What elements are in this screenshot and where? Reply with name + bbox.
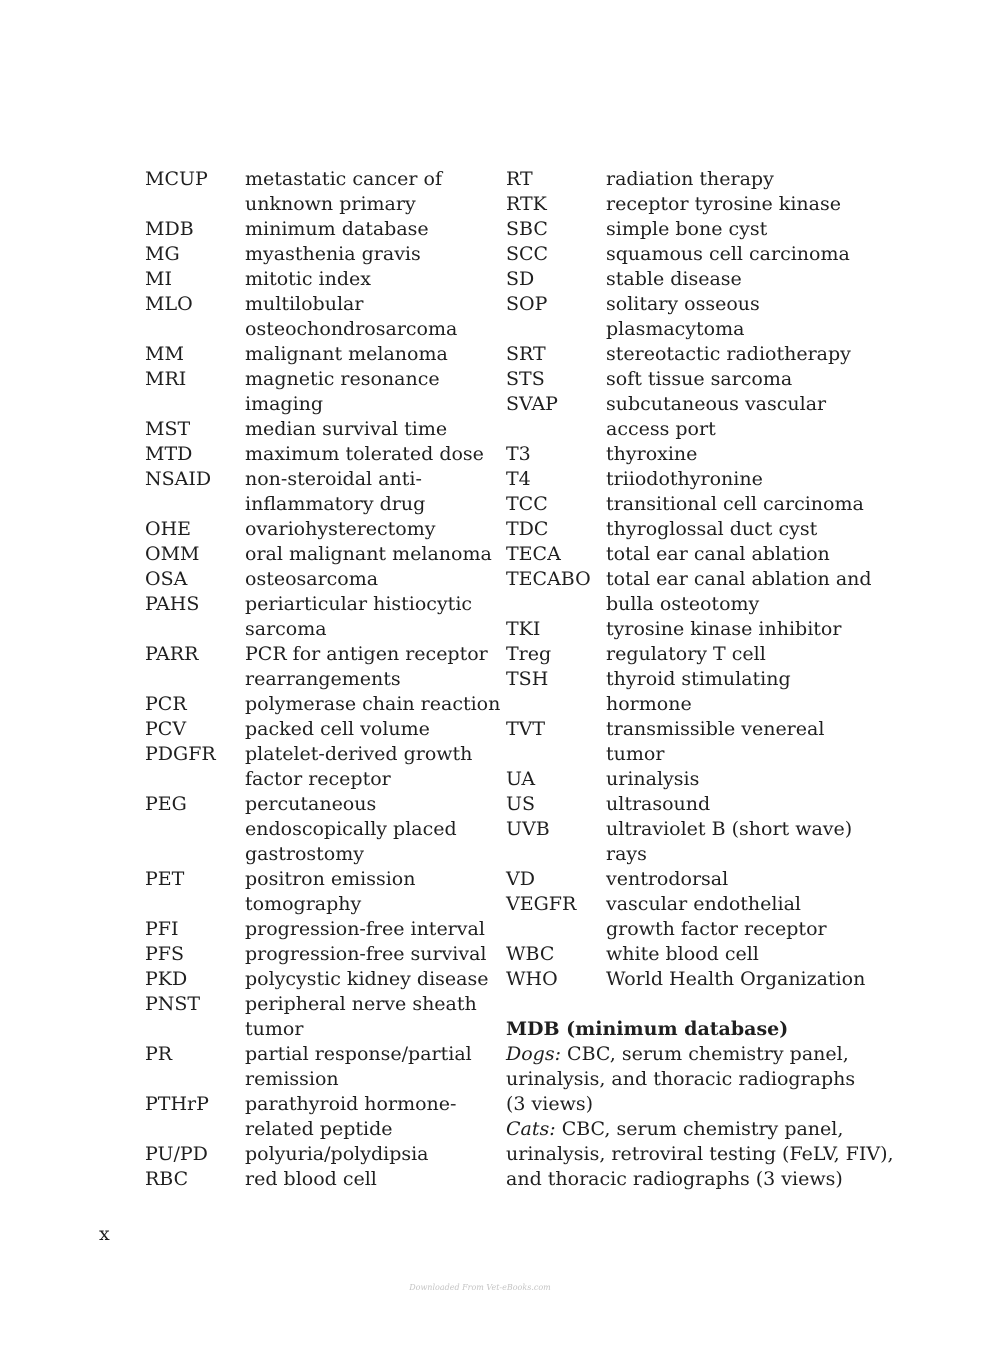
definition-line: polyuria/polydipsia [245, 1143, 429, 1165]
definition-line: access port [606, 418, 716, 440]
abbreviation-entry [145, 692, 501, 717]
abbreviation-entry [506, 792, 856, 817]
abbreviation-definition [245, 717, 485, 742]
abbreviation-entry [506, 717, 856, 767]
abbreviation-term: SCC [506, 243, 549, 265]
abbreviation-definition [245, 792, 485, 867]
abbreviation-definition [245, 292, 485, 342]
abbreviation-entry [506, 342, 856, 367]
abbreviation-term: TSH [506, 668, 549, 690]
definition-line: mitotic index [245, 268, 371, 290]
abbreviation-entry [506, 542, 856, 567]
definition-line: triiodothyronine [606, 468, 763, 490]
abbreviation-definition [606, 767, 856, 792]
abbreviation-term: MDB [145, 218, 194, 240]
abbreviation-term: TCC [506, 493, 548, 515]
abbreviations-left-column [145, 167, 501, 1192]
abbreviation-entry [506, 817, 856, 867]
abbreviation-term: UVB [506, 818, 550, 840]
abbreviation-term: Treg [506, 643, 552, 665]
mdb-note [506, 1017, 894, 1192]
mdb-cats-line-1 [506, 1117, 856, 1142]
mdb-dogs-line-2: urinalysis, and thoracic radiographs [506, 1068, 856, 1090]
abbreviation-definition [606, 542, 856, 567]
abbreviation-term: RBC [145, 1168, 189, 1190]
abbreviation-entry [145, 517, 485, 542]
abbreviation-definition [245, 1092, 485, 1142]
abbreviation-entry [145, 292, 485, 342]
abbreviation-definition [606, 167, 856, 192]
abbreviation-entry [145, 167, 485, 217]
mdb-heading: MDB (minimum database) [506, 1018, 789, 1040]
definition-line: subcutaneous vascular [606, 393, 827, 415]
definition-line: metastatic cancer of [245, 168, 443, 190]
abbreviation-definition [606, 267, 856, 292]
abbreviation-term: OHE [145, 518, 192, 540]
abbreviation-definition [245, 367, 485, 417]
abbreviation-entry [506, 892, 856, 942]
abbreviation-definition [245, 917, 485, 942]
definition-line: remission [245, 1068, 339, 1090]
definition-line: vascular endothelial [606, 893, 801, 915]
definition-line: malignant melanoma [245, 343, 448, 365]
abbreviation-term: PR [145, 1043, 173, 1065]
abbreviation-entry [145, 717, 485, 742]
abbreviation-entry [145, 942, 485, 967]
abbreviation-entry [145, 1167, 485, 1192]
footer-watermark: Downloaded From Vet-eBooks.com [409, 1283, 551, 1292]
abbreviation-entry [145, 417, 485, 442]
abbreviation-definition [606, 642, 856, 667]
abbreviation-term: MM [145, 343, 184, 365]
abbreviation-term: WBC [506, 943, 555, 965]
definition-line: median survival time [245, 418, 448, 440]
definition-line: partial response/partial [245, 1043, 472, 1065]
definition-line: total ear canal ablation and [606, 568, 872, 590]
abbreviation-entry [145, 967, 489, 992]
abbreviation-term: RTK [506, 193, 547, 215]
abbreviation-term: PCV [145, 718, 187, 740]
mdb-cats-label: Cats: [506, 1118, 556, 1140]
abbreviation-definition [606, 717, 856, 767]
abbreviation-term: PU/PD [145, 1143, 208, 1165]
definition-line: parathyroid hormone- [245, 1093, 457, 1115]
definition-line: magnetic resonance [245, 368, 440, 390]
abbreviation-entry [145, 792, 485, 867]
mdb-dogs-line-1 [506, 1042, 856, 1067]
abbreviation-definition [245, 942, 487, 967]
definition-line: tyrosine kinase inhibitor [606, 618, 842, 640]
abbreviation-term: PCR [145, 693, 187, 715]
abbreviation-definition [245, 867, 485, 917]
definition-line: non-steroidal anti- [245, 468, 422, 490]
abbreviation-entry [506, 192, 856, 217]
definition-line: myasthenia gravis [245, 243, 421, 265]
abbreviation-definition [606, 517, 856, 542]
abbreviation-definition [606, 892, 856, 942]
definition-line: solitary osseous [606, 293, 760, 315]
definition-line: total ear canal ablation [606, 543, 830, 565]
definition-line: polymerase chain reaction [245, 693, 501, 715]
abbreviation-entry [506, 617, 856, 642]
abbreviation-entry [145, 242, 485, 267]
abbreviation-term: PFI [145, 918, 179, 940]
abbreviations-right-column [506, 167, 894, 1192]
abbreviation-entry [506, 442, 856, 467]
abbreviation-term: US [506, 793, 536, 815]
definition-line: minimum database [245, 218, 429, 240]
mdb-cats-line-2: urinalysis, retroviral testing (FeLV, FIV), [506, 1143, 894, 1165]
abbreviation-term: SOP [506, 293, 548, 315]
abbreviation-term: WHO [506, 968, 558, 990]
page-number: x [99, 1223, 110, 1245]
abbreviation-entry [506, 292, 856, 342]
abbreviation-definition [245, 217, 485, 242]
definition-line: squamous cell carcinoma [606, 243, 850, 265]
mdb-cats-line-3: and thoracic radiographs (3 views) [506, 1168, 843, 1190]
definition-line: tumor [245, 1018, 304, 1040]
abbreviation-term: STS [506, 368, 545, 390]
abbreviation-term: MTD [145, 443, 193, 465]
abbreviation-term: T3 [506, 443, 531, 465]
abbreviation-entry [506, 967, 866, 992]
abbreviation-term: PKD [145, 968, 188, 990]
abbreviation-definition [606, 792, 856, 817]
abbreviation-term: OMM [145, 543, 200, 565]
abbreviation-term: MLO [145, 293, 193, 315]
abbreviation-entry [506, 217, 856, 242]
abbreviation-entry [506, 567, 872, 617]
abbreviation-entry [506, 492, 864, 517]
abbreviation-term: SBC [506, 218, 548, 240]
abbreviation-entry [145, 367, 485, 417]
abbreviation-entry [145, 992, 485, 1042]
mdb-cats-text: CBC, serum chemistry panel, [555, 1118, 844, 1140]
definition-line: tomography [245, 893, 362, 915]
definition-line: inflammatory drug [245, 493, 426, 515]
definition-line: thyroid stimulating [606, 668, 791, 690]
abbreviation-entry [506, 242, 856, 267]
definition-line: endoscopically placed [245, 818, 457, 840]
abbreviation-entry [506, 392, 856, 442]
definition-line: ultrasound [606, 793, 711, 815]
abbreviation-entry [506, 767, 856, 792]
abbreviation-term: PET [145, 868, 185, 890]
abbreviation-entry [145, 1042, 485, 1092]
definition-line: maximum tolerated dose [245, 443, 484, 465]
abbreviation-entry [145, 467, 485, 517]
definition-line: periarticular histiocytic [245, 593, 473, 615]
abbreviation-entry [506, 667, 856, 717]
abbreviation-term: UA [506, 768, 536, 790]
abbreviation-term: TECABO [506, 568, 591, 590]
definition-line: rays [606, 843, 647, 865]
abbreviation-definition [245, 1042, 485, 1092]
definition-line: plasmacytoma [606, 318, 745, 340]
definition-line: osteosarcoma [245, 568, 379, 590]
definition-line: growth factor receptor [606, 918, 827, 940]
abbreviation-definition [606, 392, 856, 442]
definition-line: transmissible venereal [606, 718, 825, 740]
definition-line: ovariohysterectomy [245, 518, 436, 540]
definition-line: hormone [606, 693, 692, 715]
abbreviation-definition [245, 592, 485, 642]
definition-line: World Health Organization [606, 968, 866, 990]
abbreviation-definition [245, 1142, 485, 1167]
definition-line: unknown primary [245, 193, 416, 215]
abbreviation-definition [245, 342, 485, 367]
definition-line: white blood cell [606, 943, 759, 965]
definition-line: receptor tyrosine kinase [606, 193, 841, 215]
definition-line: oral malignant melanoma [245, 543, 492, 565]
abbreviation-term: PFS [145, 943, 184, 965]
definition-line: peripheral nerve sheath [245, 993, 477, 1015]
definition-line: PCR for antigen receptor [245, 643, 488, 665]
abbreviation-definition [245, 467, 485, 517]
definition-line: polycystic kidney disease [245, 968, 489, 990]
abbreviation-definition [606, 867, 856, 892]
abbreviation-entry [145, 567, 485, 592]
definition-line: simple bone cyst [606, 218, 768, 240]
mdb-dogs-label: Dogs: [506, 1043, 561, 1065]
abbreviation-entry [145, 917, 485, 942]
abbreviation-definition [606, 617, 856, 642]
abbreviation-term: PDGFR [145, 743, 216, 765]
abbreviation-term: OSA [145, 568, 188, 590]
abbreviation-term: MRI [145, 368, 187, 390]
definition-line: progression-free survival [245, 943, 487, 965]
abbreviation-definition [245, 1167, 485, 1192]
abbreviation-definition [606, 817, 856, 867]
abbreviation-entry [145, 592, 485, 642]
abbreviation-term: TVT [506, 718, 546, 740]
abbreviation-term: T4 [506, 468, 531, 490]
abbreviation-term: NSAID [145, 468, 212, 490]
definition-line: sarcoma [245, 618, 327, 640]
abbreviation-entry [506, 267, 856, 292]
definition-line: soft tissue sarcoma [606, 368, 793, 390]
abbreviation-term: PEG [145, 793, 187, 815]
abbreviation-term: TDC [506, 518, 549, 540]
definition-line: stable disease [606, 268, 742, 290]
definition-line: imaging [245, 393, 324, 415]
abbreviation-entry [506, 867, 856, 892]
definition-line: thyroxine [606, 443, 698, 465]
abbreviation-term: PAHS [145, 593, 200, 615]
abbreviation-definition [606, 667, 856, 717]
abbreviation-definition [606, 442, 856, 467]
abbreviation-term: MST [145, 418, 191, 440]
abbreviation-entry [506, 517, 856, 542]
definition-line: tumor [606, 743, 665, 765]
definition-line: positron emission [245, 868, 416, 890]
abbreviation-definition [245, 517, 485, 542]
abbreviation-definition [245, 242, 485, 267]
abbreviation-term: SRT [506, 343, 546, 365]
abbreviation-definition [606, 242, 856, 267]
abbreviation-definition [245, 167, 485, 217]
abbreviation-term: SD [506, 268, 535, 290]
abbreviation-definition [245, 567, 485, 592]
abbreviation-entry [506, 642, 856, 667]
definition-line: stereotactic radiotherapy [606, 343, 851, 365]
definition-line: ultraviolet B (short wave) [606, 818, 853, 840]
abbreviation-definition [606, 367, 856, 392]
abbreviation-entry [506, 942, 856, 967]
abbreviation-term: PARR [145, 643, 199, 665]
definition-line: rearrangements [245, 668, 401, 690]
definition-line: ventrodorsal [606, 868, 729, 890]
abbreviation-definition [245, 417, 485, 442]
definition-line: related peptide [245, 1118, 393, 1140]
abbreviation-definition [606, 192, 856, 217]
definition-line: packed cell volume [245, 718, 430, 740]
mdb-dogs-text: CBC, serum chemistry panel, [561, 1043, 849, 1065]
definition-line: gastrostomy [245, 843, 364, 865]
abbreviation-entry [145, 742, 485, 792]
abbreviation-entry [145, 442, 485, 467]
abbreviation-entry [506, 467, 856, 492]
abbreviation-term: VEGFR [506, 893, 577, 915]
abbreviation-entry [145, 267, 485, 292]
abbreviation-term: TKI [506, 618, 541, 640]
definition-line: urinalysis [606, 768, 700, 790]
definition-line: osteochondrosarcoma [245, 318, 458, 340]
abbreviation-definition [245, 992, 485, 1042]
definition-line: transitional cell carcinoma [606, 493, 864, 515]
definition-line: red blood cell [245, 1168, 377, 1190]
abbreviation-entry [145, 1142, 485, 1167]
abbreviation-entry [145, 342, 485, 367]
abbreviation-term: MCUP [145, 168, 208, 190]
definition-line: radiation therapy [606, 168, 774, 190]
definition-line: progression-free interval [245, 918, 485, 940]
abbreviation-definition [606, 942, 856, 967]
abbreviation-definition [245, 442, 485, 467]
abbreviation-definition [606, 217, 856, 242]
abbreviation-entry [506, 167, 856, 192]
definition-line: thyroglossal duct cyst [606, 518, 818, 540]
definition-line: multilobular [245, 293, 364, 315]
abbreviation-term: SVAP [506, 393, 558, 415]
definition-line: factor receptor [245, 768, 391, 790]
abbreviation-term: PNST [145, 993, 201, 1015]
abbreviation-term: PTHrP [145, 1093, 209, 1115]
abbreviation-definition [245, 742, 485, 792]
abbreviation-term: MG [145, 243, 180, 265]
definition-line: bulla osteotomy [606, 593, 760, 615]
mdb-dogs-line-3: (3 views) [506, 1093, 594, 1115]
abbreviation-term: MI [145, 268, 172, 290]
abbreviation-definition [606, 467, 856, 492]
abbreviation-definition [245, 967, 489, 992]
abbreviation-entry [145, 642, 488, 692]
abbreviation-entry [145, 542, 492, 567]
abbreviation-definition [606, 342, 856, 367]
abbreviation-definition [245, 642, 488, 692]
right-entries [506, 167, 872, 992]
abbreviation-definition [245, 267, 485, 292]
abbreviation-definition [606, 567, 872, 617]
abbreviation-entry [145, 1092, 485, 1142]
abbreviation-definition [606, 292, 856, 342]
definition-line: regulatory T cell [606, 643, 766, 665]
abbreviation-entry [145, 867, 485, 917]
abbreviation-entry [145, 217, 485, 242]
definition-line: percutaneous [245, 793, 377, 815]
definition-line: platelet-derived growth [245, 743, 473, 765]
abbreviation-definition [245, 542, 492, 567]
abbreviation-term: RT [506, 168, 533, 190]
abbreviation-definition [245, 692, 500, 717]
abbreviation-definition [606, 967, 865, 992]
abbreviation-term: TECA [506, 543, 561, 565]
abbreviation-entry [506, 367, 856, 392]
abbreviation-definition [606, 492, 864, 517]
abbreviation-term: VD [506, 868, 535, 890]
